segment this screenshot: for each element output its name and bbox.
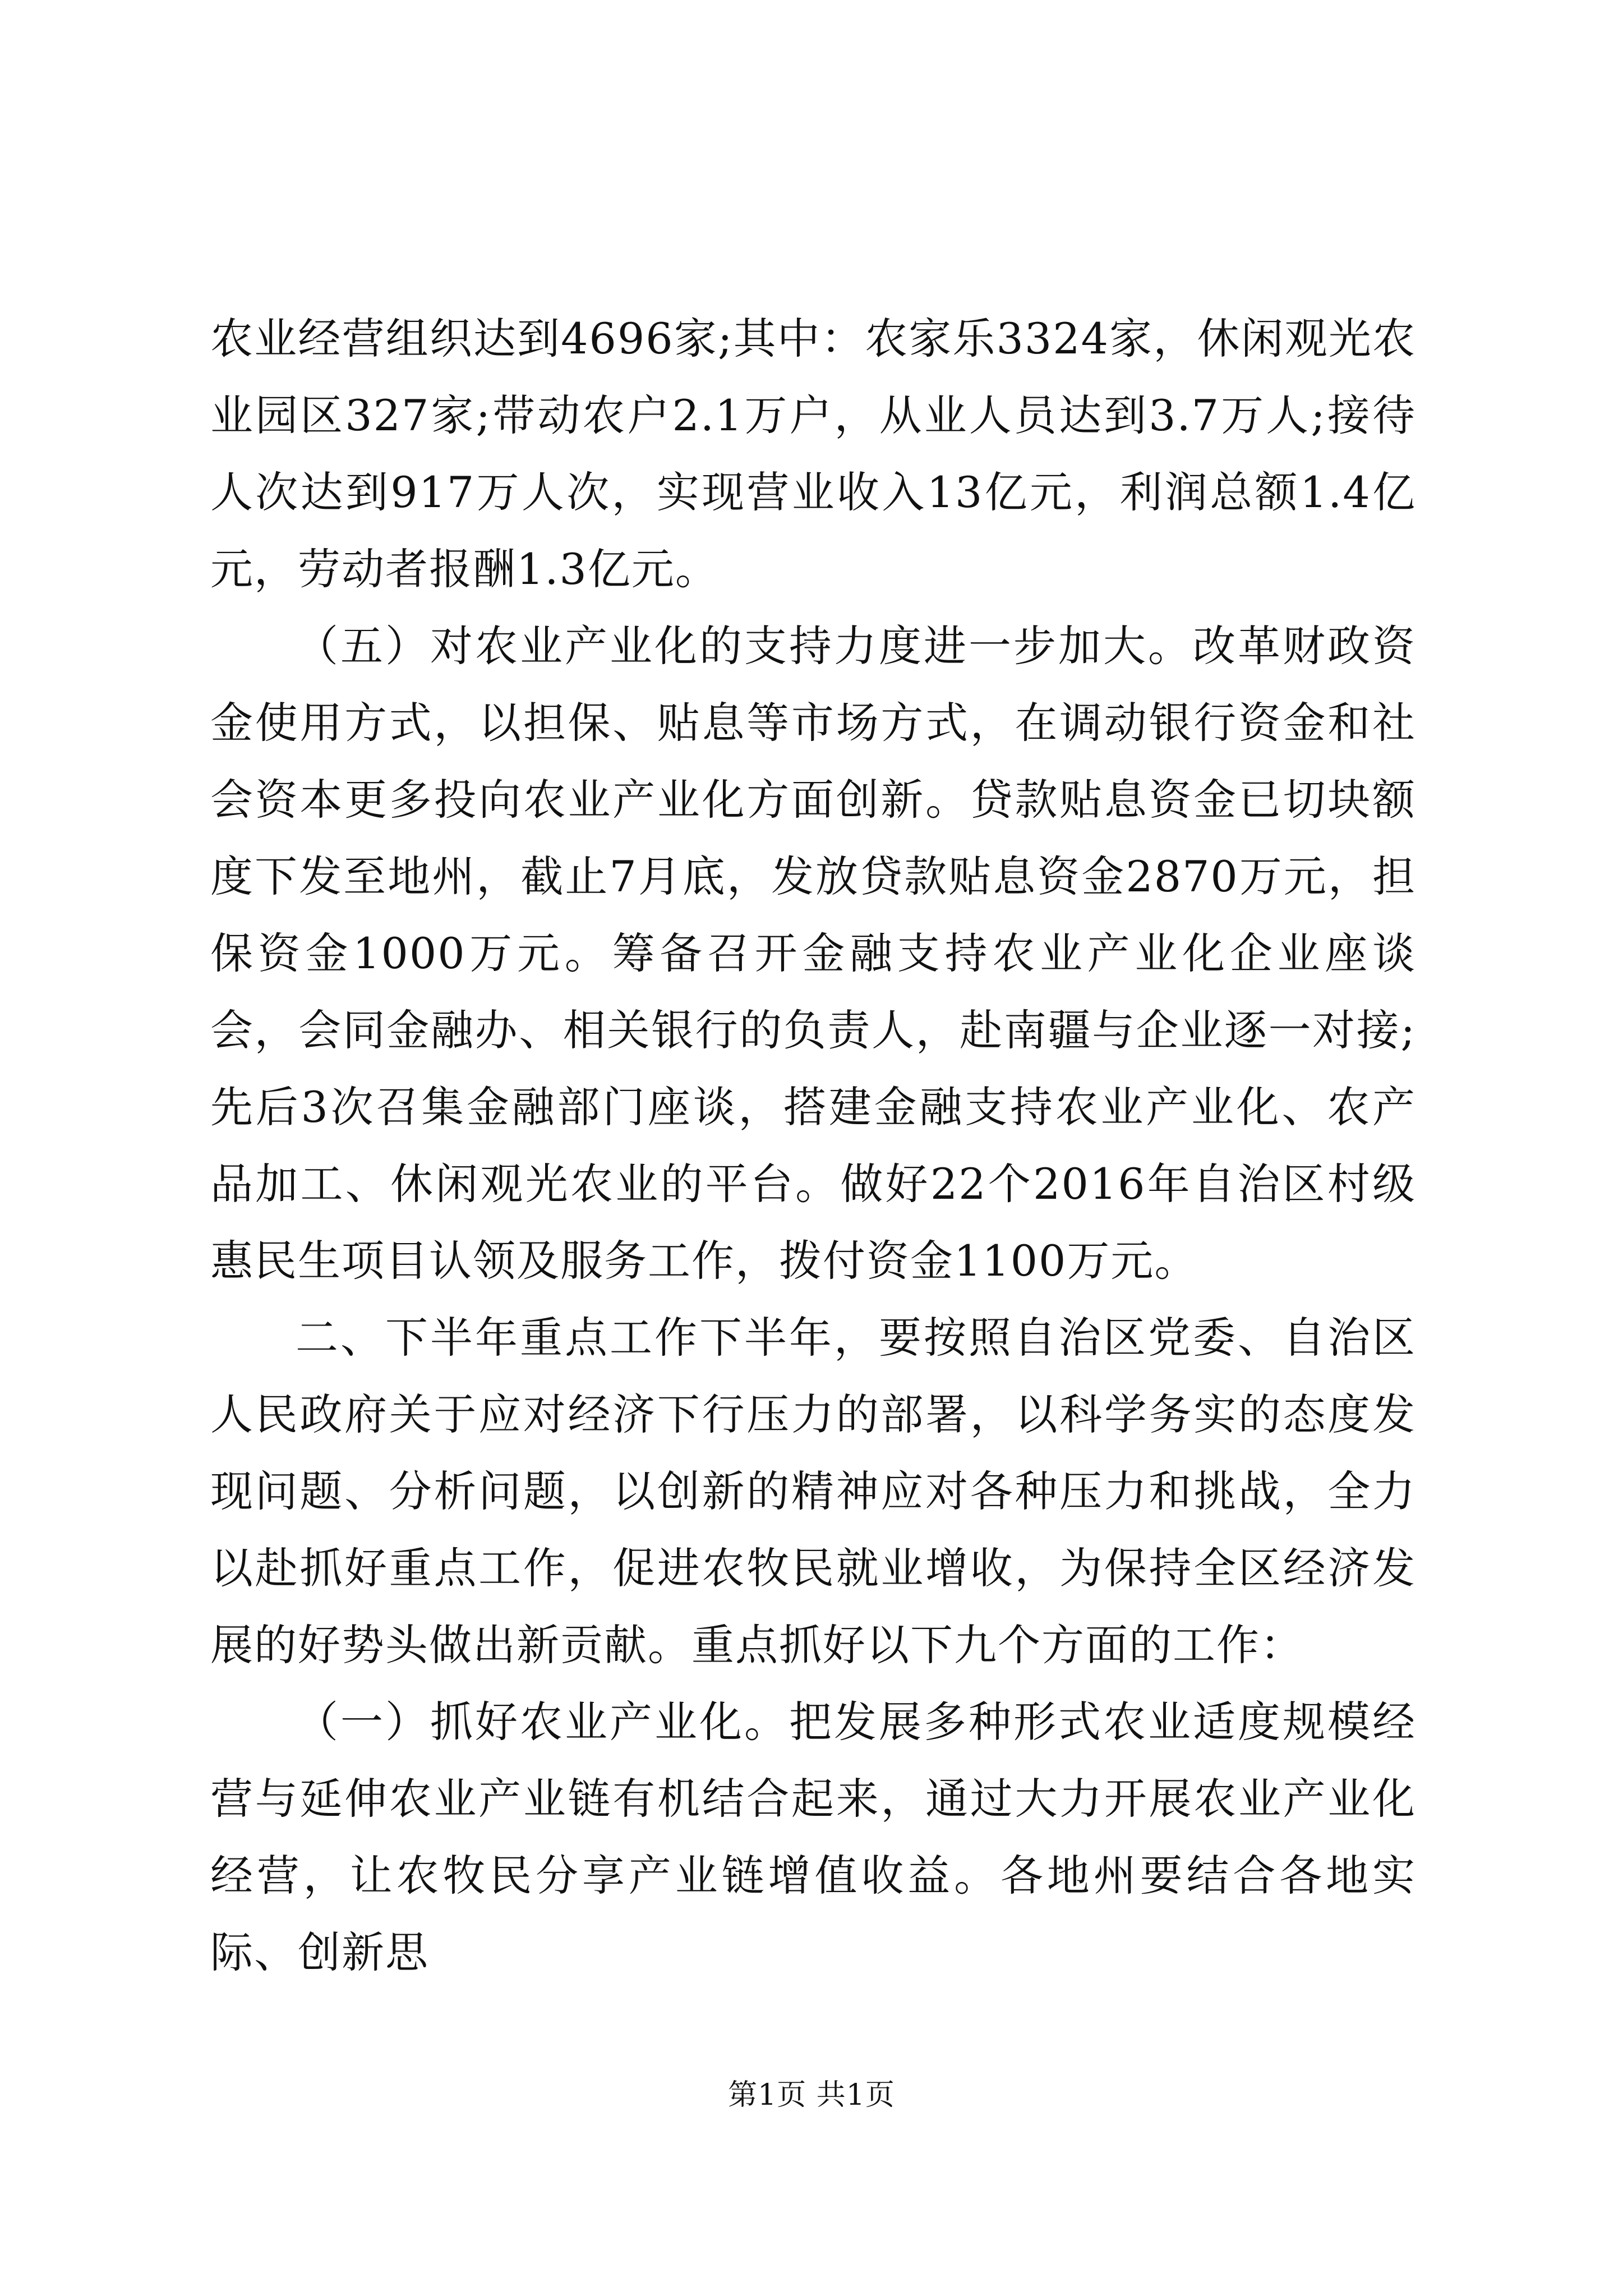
paragraph-section-one: （一）抓好农业产业化。把发展多种形式农业适度规模经营与延伸农业产业链有机结合起来，通过大力开展农业产业化经营，让农牧民分享产业链增值收益。各地州要结合各地实际、创新思 — [210, 1697, 1416, 1977]
paragraph-continuation: 农业经营组织达到4696家;其中：农家乐3324家，休闲观光农业园区327家;带动农户2.1万户，从业人员达到3.7万人;接待人次达到917万人次，实现营业收入13亿元，利润总额1.4亿元，劳动者报酬1.3亿元。 — [210, 314, 1416, 594]
page-footer: 第1页 共1页 — [728, 2078, 895, 2112]
paragraph-section-five: （五）对农业产业化的支持力度进一步加大。改革财政资金使用方式，以担保、贴息等市场方式，在调动银行资金和社会资本更多投向农业产业化方面创新。贷款贴息资金已切块额度下发至地州，截止7月底，发放贷款贴息资金2870万元，担保资金1000万元。筹备召开金融支持农业产业化企业座谈会，会同金融办、相关银行的负责人，赴南疆与企业逐一对接;先后3次召集金融部门座谈，搭建金融支持农业产业化、农产品加工、休闲观光农业的平台。做好22个2016年自治区村级惠民生项目认领及服务工作，拨付资金1100万元。 — [210, 621, 1416, 1286]
paragraph-second-half-plan: 二、下半年重点工作下半年，要按照自治区党委、自治区人民政府关于应对经济下行压力的部署，以科学务实的态度发现问题、分析问题，以创新的精神应对各种压力和挑战，全力以赴抓好重点工作，促进农牧民就业增收，为保持全区经济发展的好势头做出新贡献。重点抓好以下九个方面的工作： — [210, 1313, 1416, 1670]
document-body — [210, 300, 1416, 1991]
